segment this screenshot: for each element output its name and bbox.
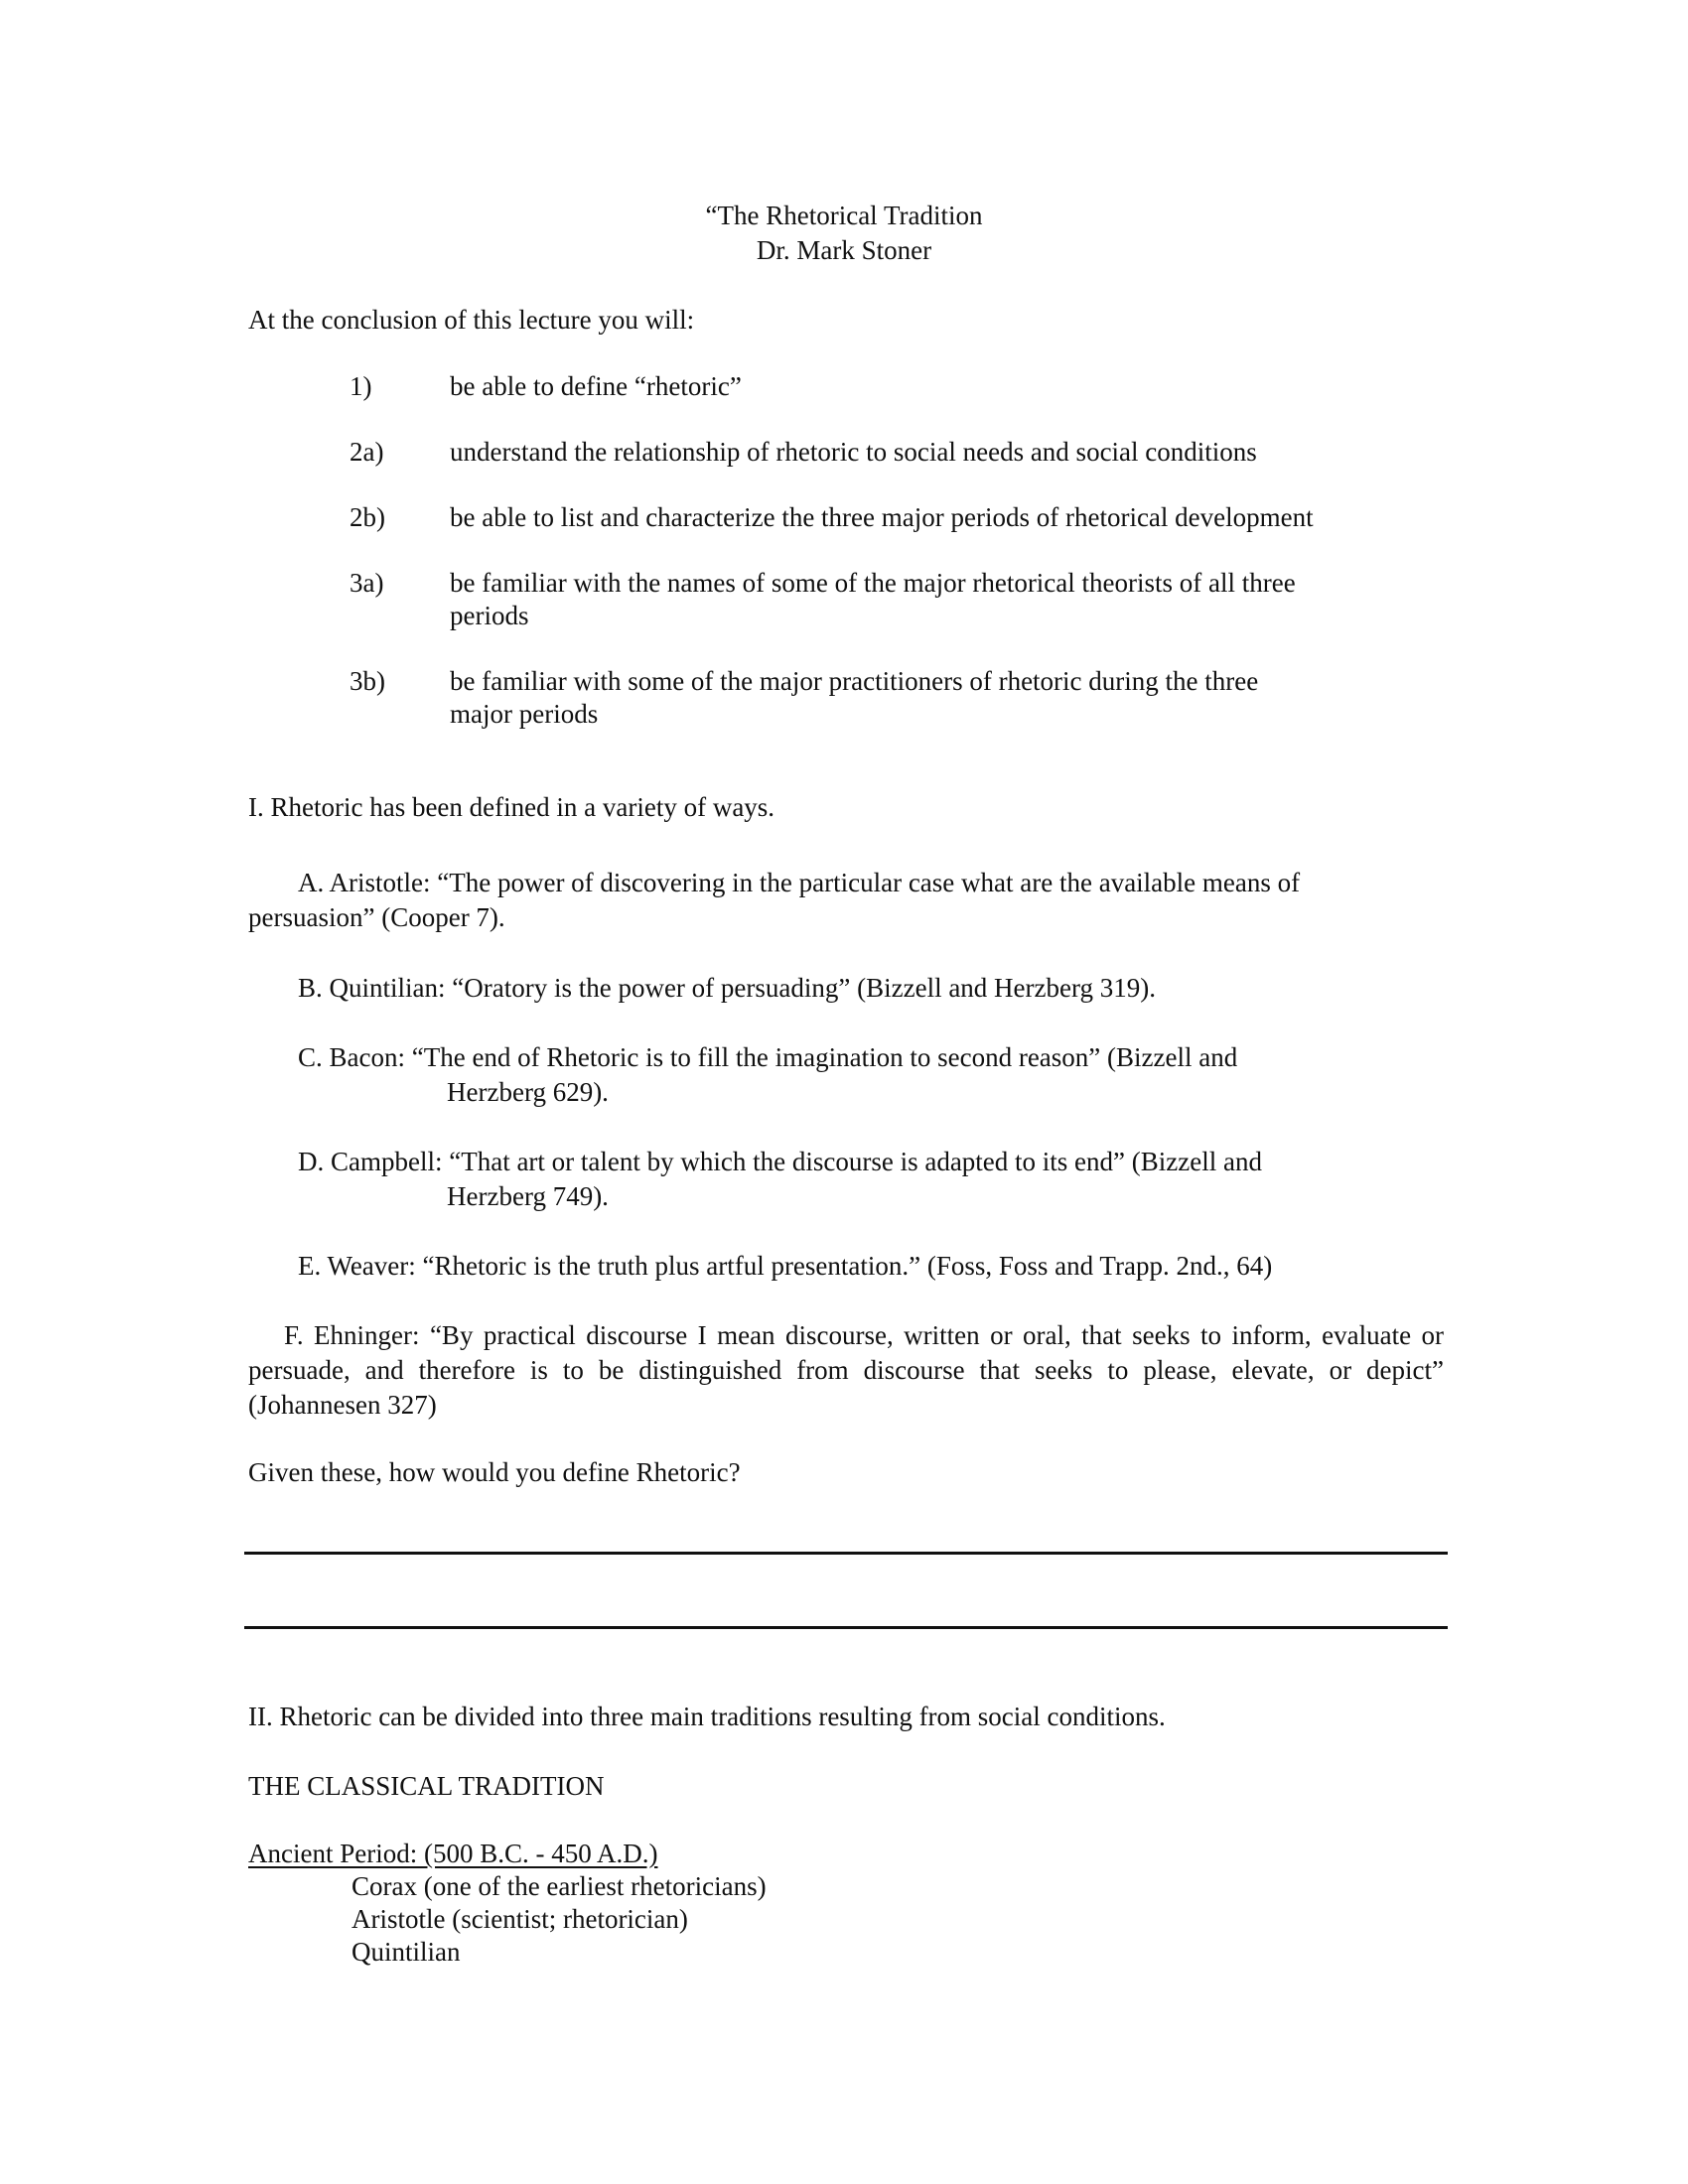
definition-bacon-line1: C. Bacon: “The end of Rhetoric is to fill the imagination to second reason” (Bizzell and xyxy=(298,1042,1238,1072)
objective-number: 1) xyxy=(350,371,372,401)
figure-item: Quintilian xyxy=(352,1937,461,1967)
objective-number: 2b) xyxy=(350,502,385,532)
objectives-intro: At the conclusion of this lecture you will: xyxy=(248,305,695,335)
objective-text-line2: periods xyxy=(450,601,529,630)
objective-text-line2: major periods xyxy=(450,699,599,729)
document-author: Dr. Mark Stoner xyxy=(756,235,932,265)
definition-quintilian: B. Quintilian: “Oratory is the power of persuading” (Bizzell and Herzberg 319). xyxy=(298,973,1156,1003)
definition-bacon-line2: Herzberg 629). xyxy=(447,1077,609,1107)
definition-weaver: E. Weaver: “Rhetoric is the truth plus artful presentation.” (Foss, Foss and Trapp. 2nd., 64) xyxy=(298,1251,1273,1281)
objective-number: 2a) xyxy=(350,437,384,467)
objective-text: be able to list and characterize the three major periods of rhetorical development xyxy=(450,502,1314,532)
definition-aristotle-line1: A. Aristotle: “The power of discovering in the particular case what are the available means of xyxy=(298,868,1301,897)
document-title: “The Rhetorical Tradition xyxy=(705,201,983,230)
objective-text: be able to define “rhetoric” xyxy=(450,371,742,401)
answer-line xyxy=(244,1552,1448,1555)
definition-aristotle-line2: persuasion” (Cooper 7). xyxy=(248,902,505,932)
figure-item: Aristotle (scientist; rhetorician) xyxy=(352,1904,688,1934)
objective-number: 3b) xyxy=(350,666,385,696)
section-1-heading: I. Rhetoric has been defined in a variety of ways. xyxy=(248,792,775,822)
objective-text-line1: be familiar with the names of some of the major rhetorical theorists of all three xyxy=(450,568,1296,598)
figure-item: Corax (one of the earliest rhetoricians) xyxy=(352,1871,767,1901)
define-question: Given these, how would you define Rhetoric? xyxy=(248,1457,741,1487)
definition-ehninger: F. Ehninger: “By practical discourse I mean discourse, written or oral, that seeks to inform, evaluate or persuade, and therefore is to be distinguished from discourse that seeks to please, elevate, or depict” (Johannesen 327) xyxy=(248,1320,1444,1420)
objective-number: 3a) xyxy=(350,568,384,598)
definition-campbell-line1: D. Campbell: “That art or talent by which the discourse is adapted to its end” (Bizzell and xyxy=(298,1147,1262,1176)
tradition-heading: THE CLASSICAL TRADITION xyxy=(248,1771,605,1801)
answer-line xyxy=(244,1626,1448,1629)
objective-text: understand the relationship of rhetoric to social needs and social conditions xyxy=(450,437,1257,467)
objective-text-line1: be familiar with some of the major practitioners of rhetoric during the three xyxy=(450,666,1259,696)
definition-campbell-line2: Herzberg 749). xyxy=(447,1181,609,1211)
section-2-heading: II. Rhetoric can be divided into three main traditions resulting from social conditions. xyxy=(248,1702,1166,1731)
period-label: Ancient Period: (500 B.C. - 450 A.D.) xyxy=(248,1839,658,1868)
